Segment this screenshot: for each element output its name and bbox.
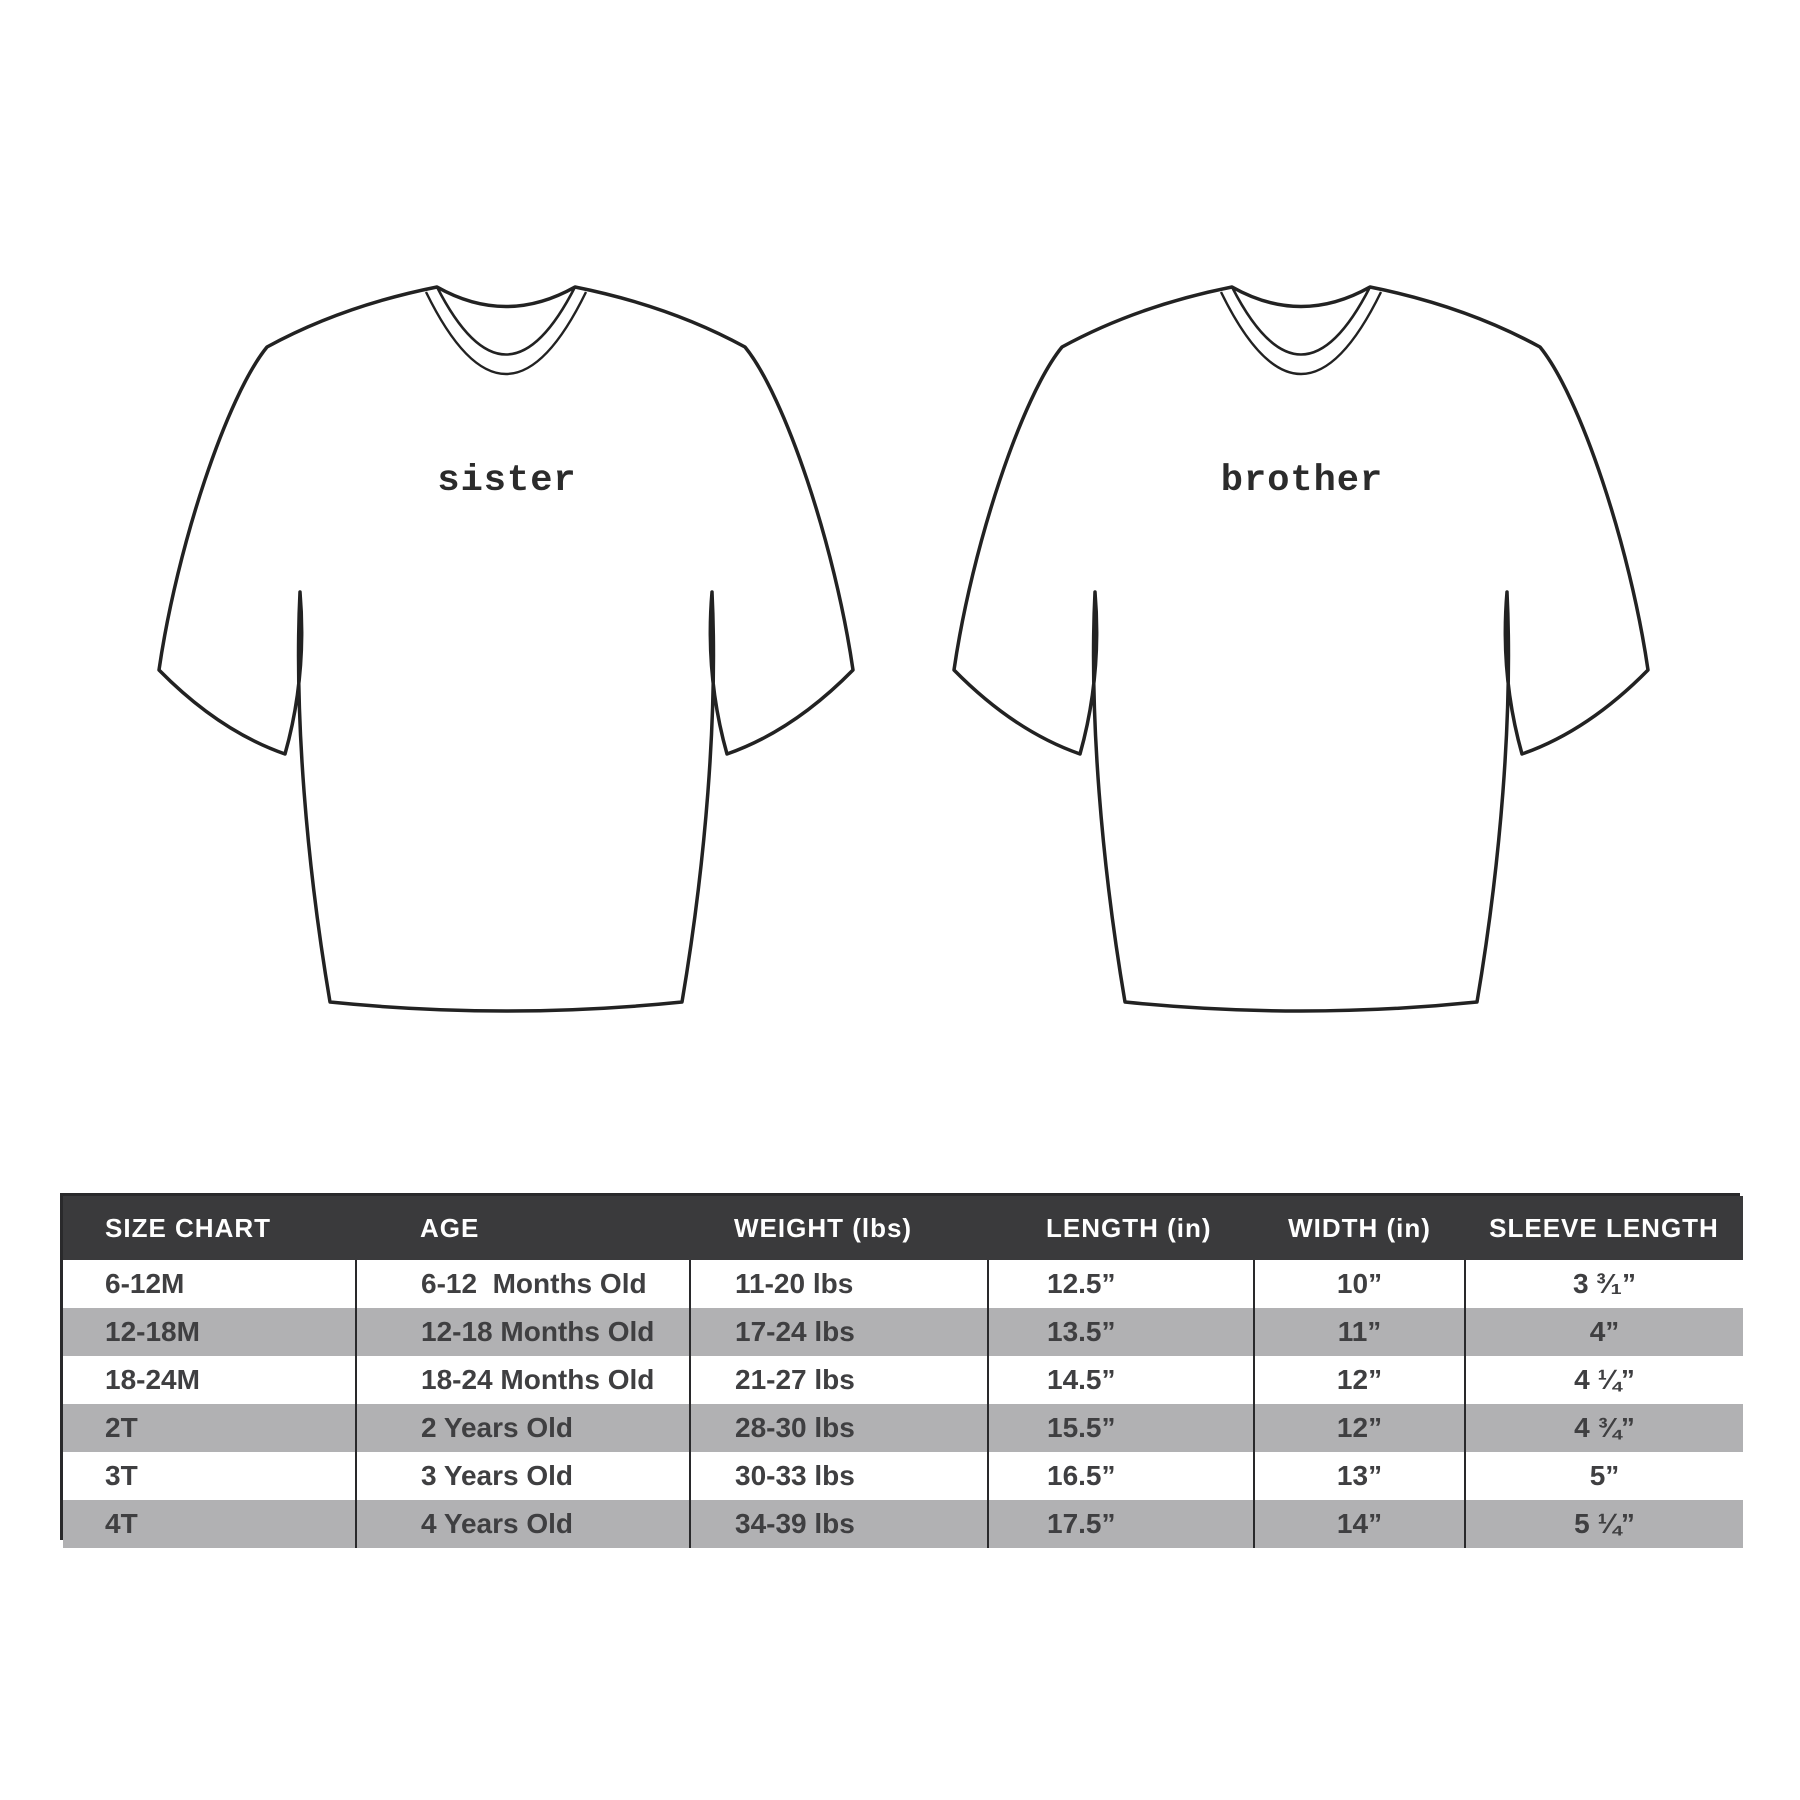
- column-header-length: LENGTH (in): [988, 1196, 1254, 1260]
- cell-weight: 11-20 lbs: [690, 1260, 988, 1308]
- cell-size: 12-18M: [63, 1308, 356, 1356]
- column-header-width: WIDTH (in): [1254, 1196, 1465, 1260]
- cell-age: 4 Years Old: [356, 1500, 690, 1548]
- cell-length: 13.5”: [988, 1308, 1254, 1356]
- cell-sleeve-length: 4 ¼”: [1465, 1356, 1743, 1404]
- column-header-sleeve-length: SLEEVE LENGTH: [1465, 1196, 1743, 1260]
- cell-weight: 34-39 lbs: [690, 1500, 988, 1548]
- cell-width: 10”: [1254, 1260, 1465, 1308]
- cell-size: 2T: [63, 1404, 356, 1452]
- cell-sleeve-length: 5”: [1465, 1452, 1743, 1500]
- cell-width: 12”: [1254, 1356, 1465, 1404]
- cell-weight: 21-27 lbs: [690, 1356, 988, 1404]
- table-row-3t: [63, 1452, 1743, 1500]
- tshirt-outline: [954, 287, 1648, 1011]
- cell-width: 11”: [1254, 1308, 1465, 1356]
- cell-width: 12”: [1254, 1404, 1465, 1452]
- brother-shirt-graphic: [952, 284, 1652, 1020]
- cell-size: 3T: [63, 1452, 356, 1500]
- table-row-2t: [63, 1404, 1743, 1452]
- cell-length: 14.5”: [988, 1356, 1254, 1404]
- cell-weight: 30-33 lbs: [690, 1452, 988, 1500]
- table-row-6-12m: [63, 1260, 1743, 1308]
- cell-size: 4T: [63, 1500, 356, 1548]
- cell-sleeve-length: 5 ¼”: [1465, 1500, 1743, 1548]
- cell-width: 13”: [1254, 1452, 1465, 1500]
- tshirt-outline: [159, 287, 853, 1011]
- column-header-weight: WEIGHT (lbs): [690, 1196, 988, 1260]
- cell-length: 15.5”: [988, 1404, 1254, 1452]
- column-header-size-chart: SIZE CHART: [63, 1196, 356, 1260]
- cell-age: 12-18 Months Old: [356, 1308, 690, 1356]
- cell-age: 3 Years Old: [356, 1452, 690, 1500]
- cell-length: 17.5”: [988, 1500, 1254, 1548]
- cell-age: 6-12 Months Old: [356, 1260, 690, 1308]
- cell-size: 18-24M: [63, 1356, 356, 1404]
- cell-length: 12.5”: [988, 1260, 1254, 1308]
- table-row-4t: [63, 1500, 1743, 1548]
- table-header-row: [63, 1196, 1743, 1260]
- cell-length: 16.5”: [988, 1452, 1254, 1500]
- cell-sleeve-length: 4”: [1465, 1308, 1743, 1356]
- cell-width: 14”: [1254, 1500, 1465, 1548]
- cell-weight: 28-30 lbs: [690, 1404, 988, 1452]
- sister-shirt-label: sister: [437, 460, 577, 502]
- table-row-18-24m: [63, 1356, 1743, 1404]
- brother-shirt-label: brother: [1220, 460, 1384, 502]
- column-header-age: AGE: [356, 1196, 690, 1260]
- size-chart-table: [63, 1196, 1743, 1548]
- cell-weight: 17-24 lbs: [690, 1308, 988, 1356]
- sister-shirt-graphic: [157, 284, 857, 1020]
- cell-age: 2 Years Old: [356, 1404, 690, 1452]
- cell-sleeve-length: 3 ³⁄₁”: [1465, 1260, 1743, 1308]
- cell-sleeve-length: 4 ¾”: [1465, 1404, 1743, 1452]
- table-row-12-18m: [63, 1308, 1743, 1356]
- cell-size: 6-12M: [63, 1260, 356, 1308]
- size-chart-table-container: [60, 1193, 1740, 1540]
- cell-age: 18-24 Months Old: [356, 1356, 690, 1404]
